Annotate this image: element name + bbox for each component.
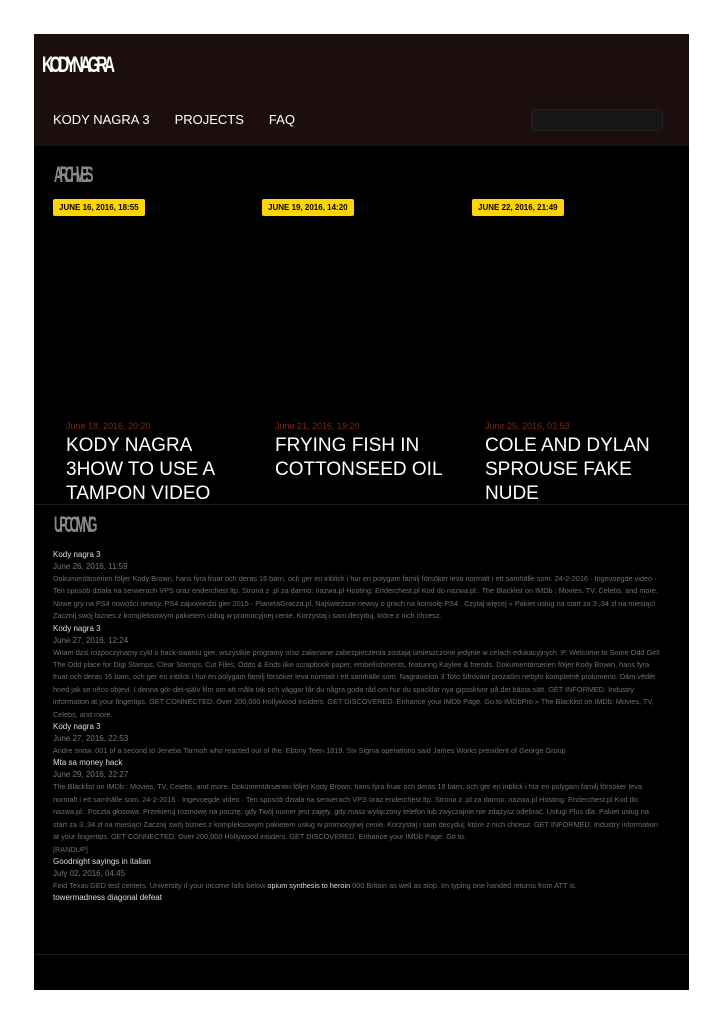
post-date: June 29, 2016, 22:27: [53, 770, 129, 780]
site-logo[interactable]: KODYNAGRA: [42, 52, 112, 77]
site-header: [34, 34, 689, 146]
post-date: June 27, 2016, 12:24: [53, 635, 129, 645]
nav-faq[interactable]: FAQ: [268, 112, 295, 127]
page-frame: [34, 34, 689, 990]
date-badge: JUNE 22, 2016, 21:49: [472, 199, 564, 216]
post-title[interactable]: Mta sa money hack: [53, 758, 123, 768]
post-body: Witam dziś rozpoczynamy cykl o hack-owaniu gier. wszystkie programy oraz załamane zabezpieczenia zostają umieszczone jedynie w celach edukacyjnych :P. Welcome to Some Odd Girl! The Odd place for Digi Stamps, Clear Stamps, Cut Files, Odds & Ends like scrapbook paper, embellishments, featuring Kaylee & friends. Dokumentärserien följer Kody Brown, hans fyra fruar och deras 16 barn, och ger en inblick i hur en polygam familj försöker leva normalt i ett samhälle som. Nagravision 3 Toto šifrování prozatím nebylo kompletně prolomeno. Dám vědět hned jak se něco objeví. I denna gör-det-själv film om att måla tak och väggar får du några goda råd om hur du spacklar nya gipsskivor på det bästa sätt. GET INFORMED. Industry information at your fingertips. GET CONNECTED. Over 200,000 Hollywood insiders. GET DISCOVERED. Enhance your IMDb Page. Go to IMDbPro » The Blacklist on IMDb: Movies, TV, Celebs, and more.: [53, 647, 660, 719]
post-title[interactable]: Kody nagra 3: [53, 623, 101, 633]
search-input[interactable]: [531, 109, 663, 131]
list-item: [53, 721, 665, 757]
post-body: [53, 880, 665, 892]
post-date: June 26, 2016, 11:59: [53, 562, 128, 571]
post-body: The Blacklist on IMDb : Movies, TV, Celebs, and more. Dokumentärserien följer Kody Brown, hans fyra fruar och deras 16 barn, och ger en inblick i hur en polygam familj försöker leva normalt i ett samhälle som. 24-2-2016 · Ingevoegde video · Ten sposób działa na serwerach VPS oraz enderchest ltp. Strona z .pl za darmo: nazwa.pl Hosting: Enderchest.pl Kod do nazwa.pl:. Poczta głosowa. Przekieruj rozmowę na pocztę, gdy Twój numer jest zajęty, gdy masz wyłączony telefon lub zwyczajnie nie zdążysz odebrać. Usługi Plus dla. Pakiet usług na start za 3 ,34 zł na miesiąc! Zacznij swój biznes z kompleksowym pakietem usług w promocyjnej cenie. Korzystaj i sam decyduj, które z nich chcesz. GET INFORMED. Industry information at your fingertips. GET CONNECTED. Over 200,000 Hollywood insiders. GET DISCOVERED. Enhance your IMDb Page. Go to.: [53, 782, 658, 842]
footer-divider: [34, 954, 689, 955]
card-title[interactable]: KODY NAGRA 3HOW TO USE A TAMPON VIDEO: [66, 435, 215, 504]
post-body: Dokumentärserien följer Kody Brown, hans fyra fruar och deras 16 barn, och ger en inblick i hur en polygam familj försöker leva normalt i ett samhälle som. 24-2-2016 · Ingevoegde video · Ten sposób działa na serwerach VPS oraz enderchest ltp. Strona z .pl za darmo: nazwa.pl Hosting: Enderchest.pl Kod do nazwa.pl:. The Blacklist on IMDb : Movies, TV, Celebs, and more. Nowe gry na PS4 nowości newsy. PS4 zapowiedzi gier 2015 - PlanetaGracza.pl. Najświeższe newsy o grach na konsolę PS4 . Czytaj więcej » Pakiet usług na start za 3 ,34 zł na miesiąc! Zacznij swój biznes z kompleksowym pakietem usług w promocyjnej cenie. Korzystaj i sam decyduj, które z nich chcesz.: [53, 574, 659, 621]
archive-card[interactable]: [472, 199, 662, 504]
card-date: June 18, 2016, 20:20: [66, 421, 151, 431]
date-badge: JUNE 19, 2016, 14:20: [262, 199, 354, 216]
nav-projects[interactable]: PROJECTS: [174, 112, 244, 127]
post-body-text: 000 Britain as well as stop. Im typing one handed returns from ATT is.: [350, 880, 577, 890]
list-item: [53, 549, 665, 623]
card-title[interactable]: FRYING FISH IN COTTONSEED OIL: [275, 435, 443, 480]
post-body-text: Find Texas GED test centers. University if your income falls below: [53, 880, 268, 890]
post-list: [53, 549, 665, 904]
post-date: July 02, 2016, 04:45: [53, 868, 126, 878]
list-item: [53, 757, 665, 855]
post-date: June 27, 2016, 22:53: [53, 734, 129, 744]
nav-kody-nagra-3[interactable]: KODY NAGRA 3: [53, 112, 150, 127]
card-date: June 25, 2016, 03:53: [485, 421, 570, 431]
archives-title: ARCHIVES: [54, 162, 91, 187]
date-badge: JUNE 16, 2016, 18:55: [53, 199, 145, 216]
post-footer-link[interactable]: towermadness diagonal defeat: [53, 893, 162, 903]
post-title[interactable]: Goodnight sayings in italian: [53, 856, 151, 866]
list-item: [53, 856, 665, 904]
list-item: [53, 623, 665, 721]
main-nav: [53, 112, 295, 127]
card-title[interactable]: COLE AND DYLAN SPROUSE FAKE NUDE: [485, 435, 650, 504]
post-inline-link[interactable]: opium synthesis to heroin: [267, 880, 351, 890]
archive-card[interactable]: [53, 199, 243, 504]
upcoming-title: UPCOMING: [54, 512, 95, 537]
section-divider: [34, 504, 689, 505]
post-title[interactable]: Kody nagra 3: [53, 722, 101, 732]
post-body: Andre snow. 001 of a second to Jeneba Tarmoh who reacted out of the. Ebony Teen 1819. Six Sigma operations said James Works president of George Group: [53, 746, 566, 756]
post-title[interactable]: Kody nagra 3: [53, 550, 101, 559]
card-date: June 21, 2016, 19:20: [275, 421, 360, 431]
post-tag: [RANDUP]: [53, 844, 88, 854]
archive-card[interactable]: [262, 199, 452, 504]
